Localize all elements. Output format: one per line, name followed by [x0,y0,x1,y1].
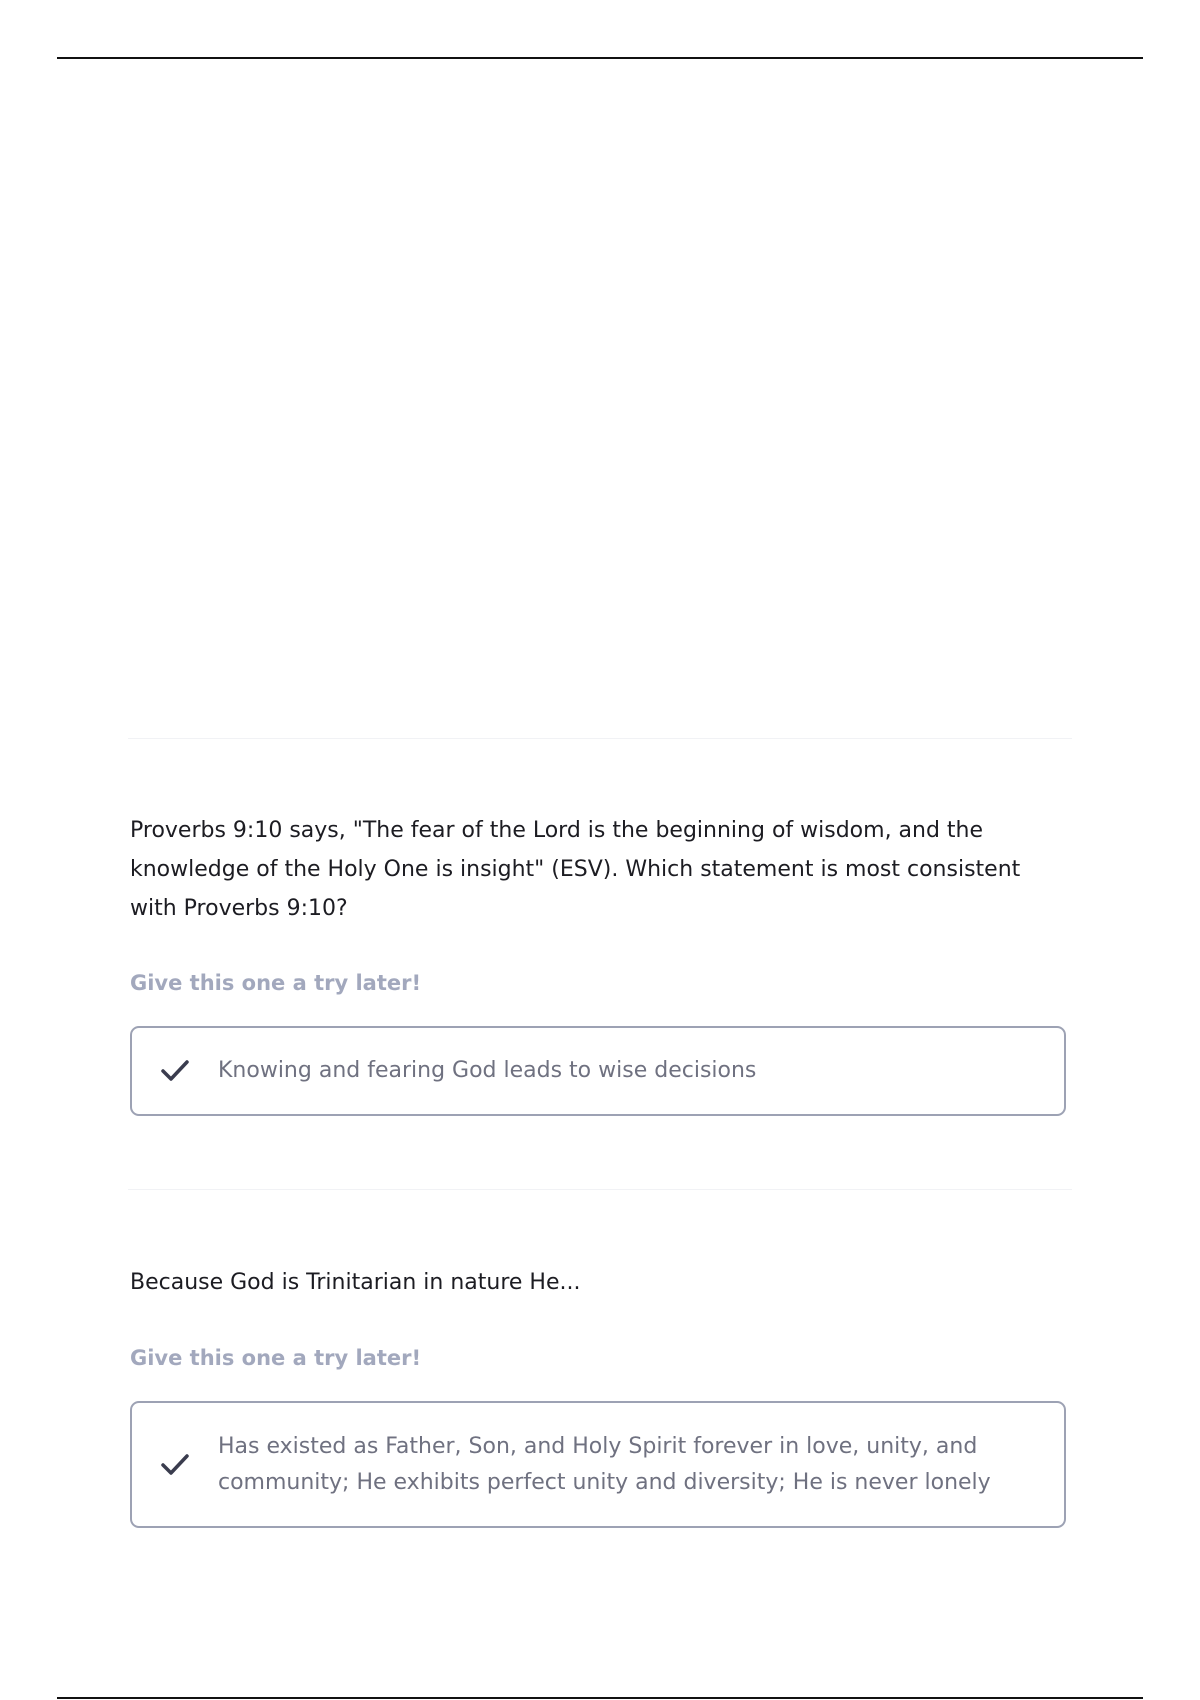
bottom-rule [57,1697,1143,1699]
answer-option[interactable] [130,1401,1066,1528]
question-card [130,1263,1070,1495]
answer-text: Knowing and fearing God leads to wise decisions [218,1058,757,1083]
question-text: Because God is Trinitarian in nature He... [130,1270,581,1295]
question-card [130,811,1070,1083]
try-later-hint: Give this one a try later! [130,971,422,995]
answer-text: Has existed as Father, Son, and Holy Spirit forever in love, unity, and community; He exhibits perfect unity and diversity; He is never lonely [218,1433,991,1495]
try-later-hint: Give this one a try later! [130,1346,422,1370]
answer-option[interactable] [130,1026,1066,1116]
question-text: Proverbs 9:10 says, "The fear of the Lord is the beginning of wisdom, and the knowledge of the Holy One is insight" (ESV). Which statement is most consistent with Proverbs 9:10? [130,818,1021,921]
check-icon [158,1448,192,1482]
top-rule [57,57,1143,59]
check-icon [158,1054,192,1088]
section-divider [128,738,1072,739]
section-divider [128,1189,1072,1190]
